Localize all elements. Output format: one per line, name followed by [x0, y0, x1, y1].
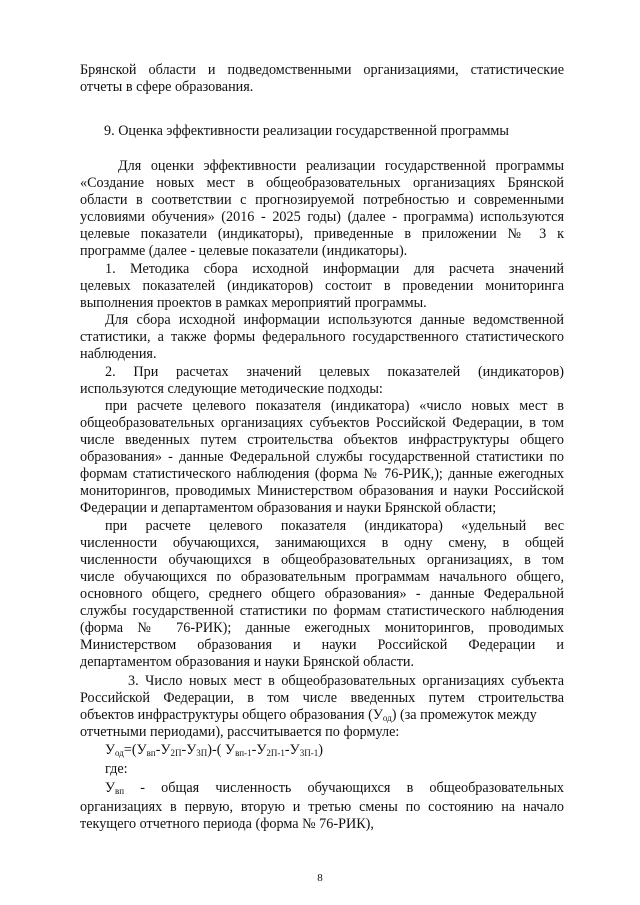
text-line: области в соответствии с прогнозируемой потребностью и современными	[80, 192, 564, 208]
text-line: текущего отчетного периода (форма № 76-РИК),	[80, 816, 374, 832]
text-line: «Создание новых мест в общеобразовательных организациях Брянской	[80, 175, 564, 191]
text-line: выполнения проектов в рамках мероприятий программы.	[80, 295, 427, 311]
page-number: 8	[317, 872, 323, 884]
section-heading: 9. Оценка эффективности реализации государственной программы	[104, 123, 509, 139]
text-line: службы государственной статистики по формам статистического наблюдения	[80, 603, 564, 619]
text-line-with-subscript: объектов инфраструктуры общего образования $(У_{од})$ (за промежуток между	[80, 707, 537, 723]
text-line: статистики, а также формы федерального государственного статистического	[80, 329, 564, 345]
text-line: Брянской области и подведомственными организациями, статистические	[80, 62, 564, 78]
text-line: 2. При расчетах значений целевых показателей (индикаторов)	[105, 364, 564, 380]
text-line: образования» - данные Федеральной службы государственной статистики по	[80, 449, 564, 465]
text-line: где:	[105, 761, 128, 777]
text-line: отчеты в сфере образования.	[80, 79, 254, 95]
text-line: целевых показателей (индикаторов) состоит в проведении мониторинга	[80, 278, 564, 294]
text-line: числе обучающихся по образовательным программам начального общего,	[80, 569, 564, 585]
text-line: при расчете целевого показателя (индикатора) «число новых мест в	[105, 398, 564, 414]
text-line: наблюдения.	[80, 346, 157, 362]
text-line: используются следующие методические подходы:	[80, 381, 383, 397]
text-line: (форма № 76-РИК); данные ежегодных мониторингов, проводимых	[80, 620, 564, 636]
text-line: мониторингов, проводимых Министерством образования и науки Российской	[80, 483, 564, 499]
text-line: общеобразовательных организациях субъектов Российской Федерации, в том	[80, 415, 564, 431]
text-line: организациях в первую, вторую и третью смены по состоянию на начало	[80, 799, 564, 815]
text-line: при расчете целевого показателя (индикатора) «удельный вес	[105, 518, 564, 534]
text-line: 1. Методика сбора исходной информации для расчета значений	[105, 261, 564, 277]
text-line: Российской Федерации, в том числе введенных путем строительства	[80, 690, 564, 706]
text-line: основного общего, среднего общего образования» - данные Федеральной	[80, 586, 564, 602]
text-line: Для сбора исходной информации используются данные ведомственной	[105, 312, 564, 328]
text-line: программе (далее - целевые показатели (индикаторы).	[80, 243, 408, 259]
text-line: условиями обучения» (2016 - 2025 годы) (далее - программа) используются	[80, 209, 564, 225]
text-line: Федерации и департаментом образования и науки Брянской области;	[80, 500, 497, 516]
text-line: числе введенных путем строительства объектов инфраструктуры общего	[80, 432, 564, 448]
text-line: Министерством образования и науки Российской Федерации и	[80, 637, 564, 653]
text-line: численности обучающихся в общеобразовательных организациях, в том	[80, 552, 564, 568]
text-line: департаментом образования и науки Брянской области.	[80, 654, 415, 670]
text-line: 3. Число новых мест в общеобразовательных организациях субъекта	[128, 673, 564, 689]
text-line: Для оценки эффективности реализации государственной программы	[118, 158, 564, 174]
text-line-with-subscript: $У_{вп}$ - общая численность обучающихся в общеобразовательных	[105, 780, 564, 796]
text-line: целевые показатели (индикаторы), приведенные в приложении № 3 к	[80, 226, 564, 242]
text-line: отчетными периодами), рассчитывается по формуле:	[80, 724, 400, 740]
text-line: численности обучающихся, занимающихся в одну смену, в общей	[80, 535, 564, 551]
text-line: формам статистического наблюдения (форма № 76-РИК,); данные ежегодных	[80, 466, 564, 482]
formula: $У_{од}=(У_{вп}-У_{2П}-У_{3П})-$( $У_{вп-1}-У_{2П-1}-У_{3П-1}$)	[105, 742, 323, 758]
